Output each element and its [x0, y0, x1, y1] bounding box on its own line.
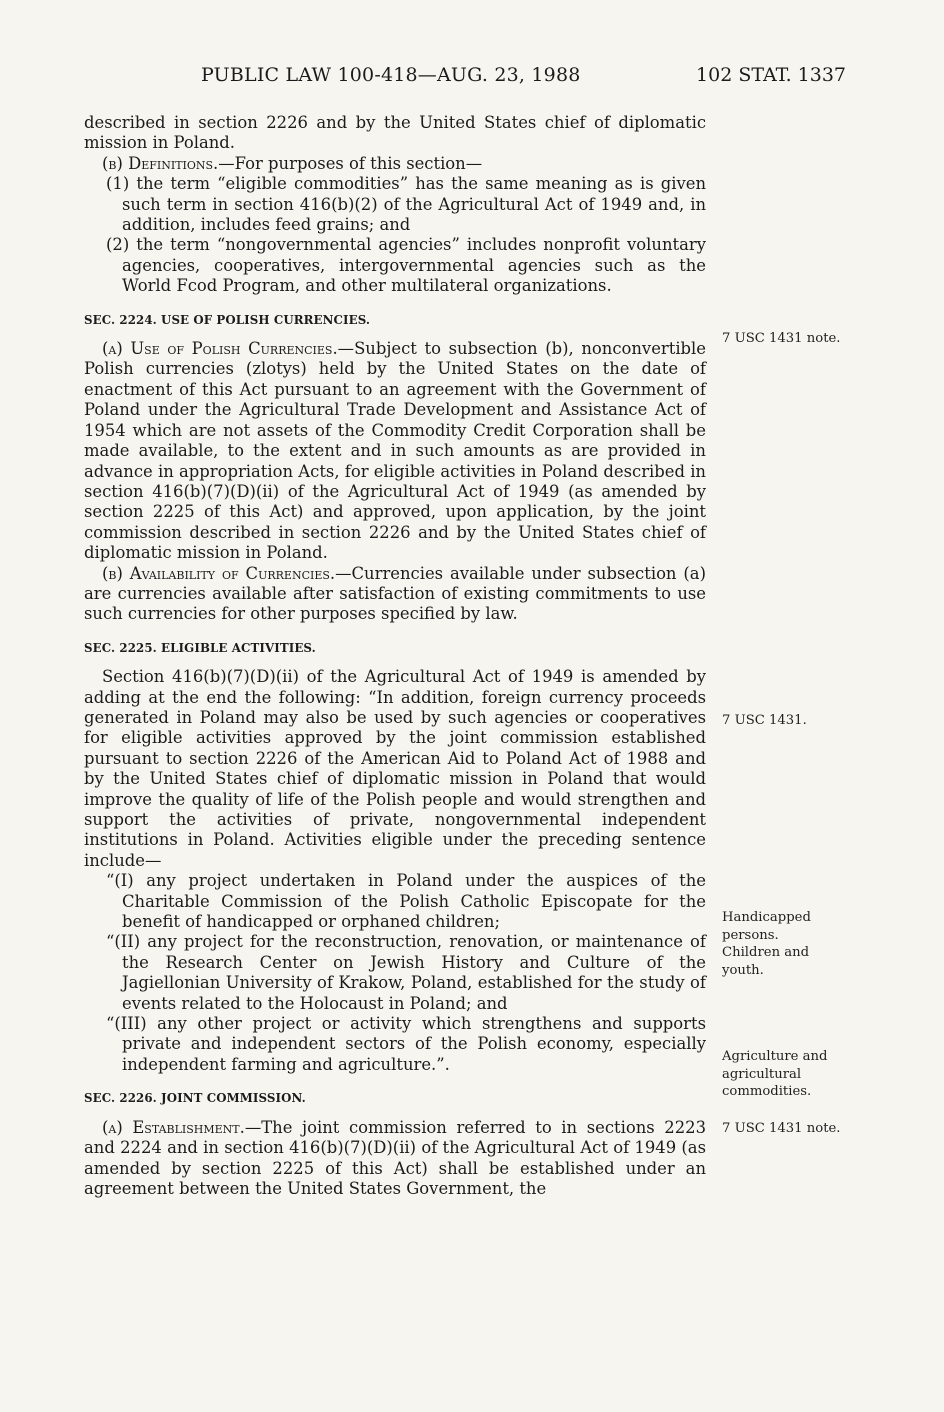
running-title: PUBLIC LAW 100-418—AUG. 23, 1988 [201, 64, 581, 86]
section-heading: SEC. 2224. USE OF POLISH CURRENCIES. [84, 312, 371, 327]
margin-note: 7 USC 1431 note. [722, 331, 841, 346]
paragraph: (2) the term “nongovernmental agencies” includes nonprofit voluntary agencies, cooperatives, intergovernmental agencies such as the World Fcod Program, and other multilateral organizations. [106, 235, 706, 296]
margin-note: 7 USC 1431 note. [722, 1121, 841, 1136]
subsection-heading: (b) Availability of Currencies. [102, 563, 336, 583]
margin-note: Agriculture and agricultural commodities. [722, 1049, 828, 1099]
paragraph: “(II) any project for the reconstruction, renovation, or maintenance of the Research Center on Jewish History and Culture of the Jagiellonian University of Krakow, Poland, established for the study of events related to the Holocaust in Poland; and [106, 932, 706, 1013]
margin-note: Handicapped persons. [722, 910, 811, 943]
paragraph-text: —Currencies available under subsection (a) are currencies available after satisfaction of existing commitments to use such currencies for other purposes specified by law. [84, 563, 706, 624]
paragraph: “(III) any other project or activity which strengthens and supports private and independent sectors of the Polish economy, especially independent farming and agriculture.”. [106, 1014, 706, 1074]
paragraph [84, 564, 706, 625]
paragraph [84, 154, 706, 174]
paragraph-text: —For purposes of this section— [218, 153, 483, 173]
margin-note: 7 USC 1431. [722, 713, 807, 728]
paragraph-text: —The joint commission referred to in sections 2223 and 2224 and in section 416(b)(7)(D)(ii) of the Agricultural Act of 1949 (as amended by section 2225 of this Act) shall be established under an agreement between the United States Government, the [84, 1117, 706, 1198]
paragraph: Section 416(b)(7)(D)(ii) of the Agricultural Act of 1949 is amended by adding at the end the following: “In addition, foreign currency proceeds generated in Poland may also be used by such agencies or cooperatives for eligible activities approved by the joint commission established pursuant to section 2226 of the American Aid to Poland Act of 1988 and by the United States chief of diplomatic mission in Poland that would improve the quality of life of the Polish people and would strengthen and support the activities of private, nongovernmental independent institutions in Poland. Activities eligible under the preceding sentence include— [84, 667, 706, 870]
margin-note: Children and youth. [722, 945, 810, 978]
subsection-heading: (a) Use of Polish Currencies. [102, 339, 338, 359]
statute-page-number: 102 STAT. 1337 [696, 64, 846, 86]
section-heading: SEC. 2225. ELIGIBLE ACTIVITIES. [84, 640, 316, 655]
paragraph-text: —Subject to subsection (b), nonconvertible Polish currencies (zlotys) held by the United States on the date of enactment of this Act pursuant to an agreement with the Government of Poland under the Agricultural Trade Development and Assistance Act of 1954 which are not assets of the Commodity Credit Corporation shall be made available, to the extent and in such amounts as are provided in advance in appropriation Acts, for eligible activities in Poland described in section 416(b)(7)(D)(ii) of the Agricultural Act of 1949 (as amended by section 2225 of this Act) and approved, upon application, by the joint commission described in section 2226 and by the United States chief of diplomatic mission in Poland. [84, 339, 706, 563]
page-header [0, 64, 944, 94]
subsection-heading: (a) Establishment. [102, 1117, 245, 1137]
main-text [84, 113, 706, 1199]
paragraph [84, 1118, 706, 1200]
paragraph: described in section 2226 and by the United States chief of diplomatic mission in Poland. [84, 113, 706, 153]
subsection-heading: (b) Definitions. [102, 153, 219, 173]
paragraph: “(I) any project undertaken in Poland under the auspices of the Charitable Commission of the Polish Catholic Episcopate for the benefit of handicapped or orphaned children; [106, 871, 706, 932]
section-heading: SEC. 2226. JOINT COMMISSION. [84, 1091, 306, 1106]
paragraph: (1) the term “eligible commodities” has the same meaning as is given such term in section 416(b)(2) of the Agricultural Act of 1949 and, in addition, includes feed grains; and [106, 174, 706, 235]
paragraph [84, 339, 706, 563]
